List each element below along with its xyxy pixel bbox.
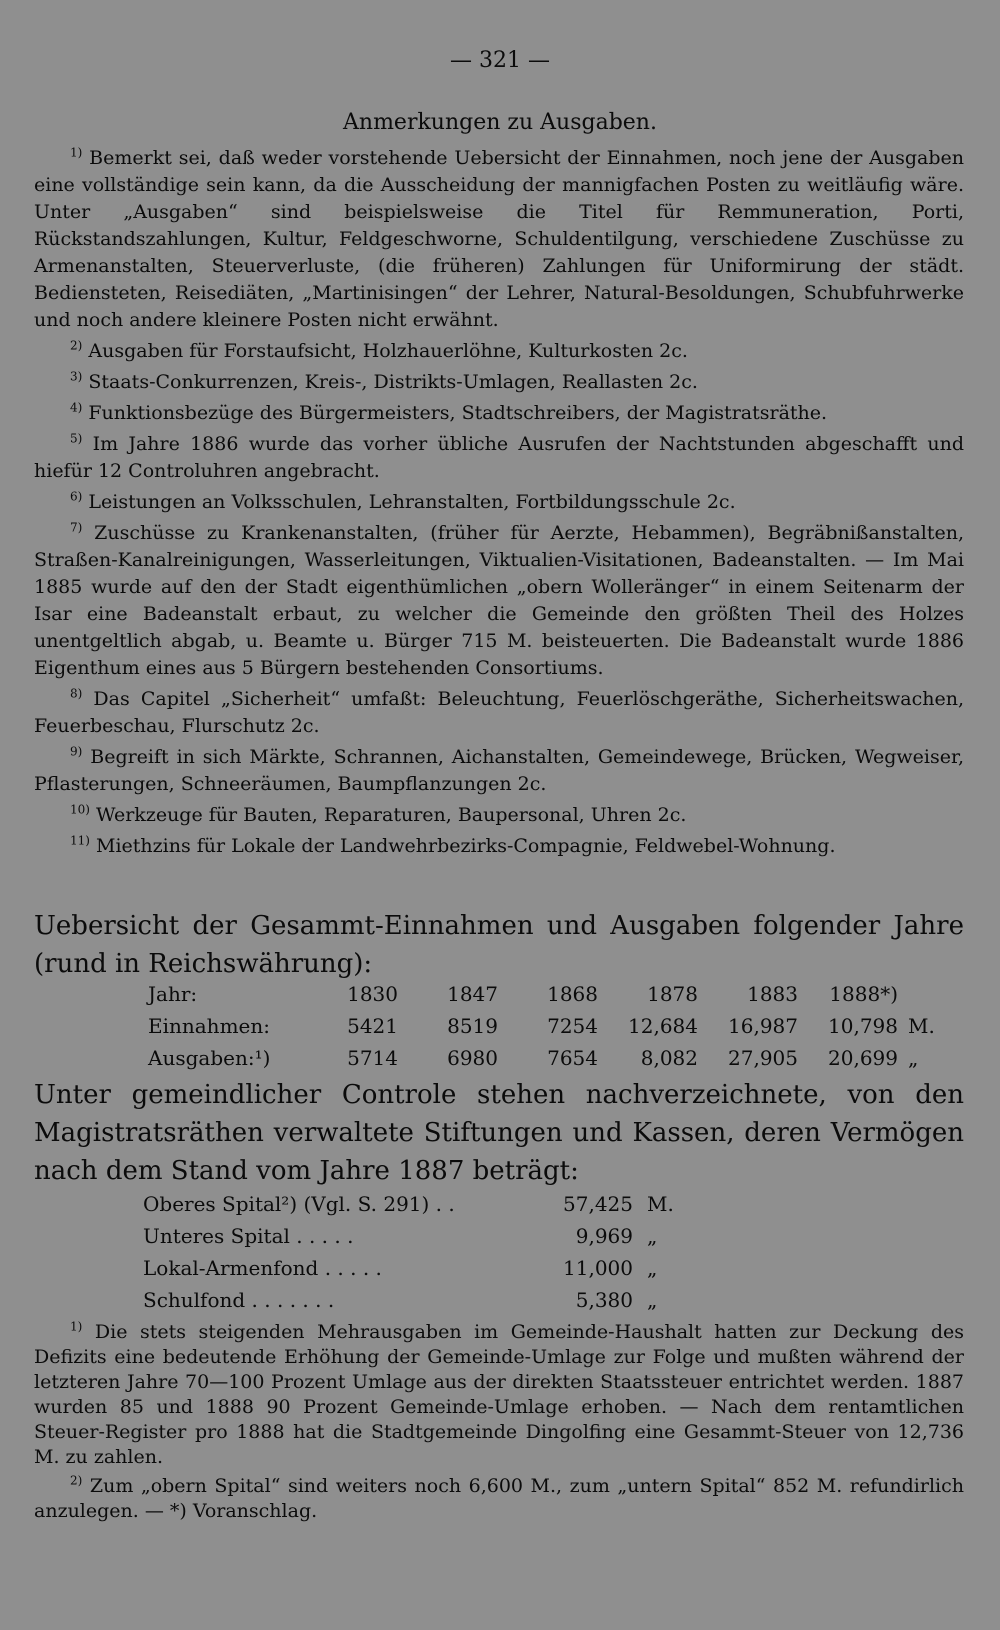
table-cell: 1888*) <box>829 982 898 1006</box>
note-text: Das Capitel „Sicherheit“ umfaßt: Beleuchtung, Feuerlöschgeräthe, Sicherheitswachen, Feuerbeschau, Flurschutz 2c. <box>34 688 964 737</box>
note-number: 7) <box>70 520 83 535</box>
table-row <box>148 1042 948 1074</box>
note-number: 9) <box>70 744 83 759</box>
table-cell: 1883 <box>747 982 798 1006</box>
note-number: 6) <box>70 489 83 504</box>
notes-list <box>34 145 964 864</box>
table-row <box>148 978 948 1010</box>
note-11 <box>34 833 964 860</box>
footnote-text: Die stets steigenden Mehrausgaben im Gemeinde-Haushalt hatten zur Deckung des Defizits eine bedeutende Erhöhung der Gemeinde-Umlage zur Folge und mußten während der letzteren Jahre 70—100 Prozent Umlage aus der direkten Staatssteuer entrichtet werden. 1887 wurden 85 und 1888 90 Prozent Gemeinde-Umlage erhoben. — Nach dem rentamtlichen Steuer-Register pro 1888 hat die Stadtgemeinde Dingolfing eine Gesammt-Steuer von 12,736 M. zu zahlen. <box>34 1321 964 1468</box>
table-cell: 1830 <box>347 982 398 1006</box>
row-label: Einnahmen: <box>148 1014 270 1038</box>
note-text: Funktionsbezüge des Bürgermeisters, Stadtschreibers, der Magistratsräthe. <box>88 402 828 424</box>
table-cell: 1878 <box>647 982 698 1006</box>
footnotes <box>34 1320 964 1528</box>
page-number: — 321 — <box>450 48 550 73</box>
note-number: 10) <box>70 802 90 817</box>
note-text: Staats-Conkurrenzen, Kreis-, Distrikts-Umlagen, Reallasten 2c. <box>88 371 698 393</box>
note-1 <box>34 145 964 334</box>
note-2 <box>34 338 964 365</box>
table-cell: 20,699 <box>828 1046 898 1070</box>
foundation-name: Lokal-Armenfond . . . . . <box>143 1256 382 1280</box>
unit-cell: M. <box>908 1014 935 1038</box>
note-text: Bemerkt sei, daß weder vorstehende Uebersicht der Einnahmen, noch jene der Ausgaben eine vollständige sein kann, da die Ausscheidung der mannigfachen Posten zu weitläufig wäre. Unter „Ausgaben“ sind beispielsweise die Titel für Remmuneration, Porti, Rückstandszahlungen, Kultur, Feldgeschworne, Schuldentilgung, verschiedene Zuschüsse zu Armenanstalten, Steuerverluste, (die früheren) Zahlungen für Uniformirung der städt. Bediensteten, Reisediäten, „Martinisingen“ der Lehrer, Natural-Besoldungen, Schubfuhrwerke und noch andere kleinere Posten nicht erwähnt. <box>34 147 964 331</box>
foundation-amount: 11,000 <box>563 1256 633 1280</box>
section-title: Anmerkungen zu Ausgaben. <box>343 110 657 135</box>
table-cell: 1868 <box>547 982 598 1006</box>
note-text: Leistungen an Volksschulen, Lehranstalten, Fortbildungsschule 2c. <box>88 491 736 513</box>
note-4 <box>34 400 964 427</box>
note-number: 1) <box>70 145 83 160</box>
row-label: Ausgaben:¹) <box>148 1046 271 1070</box>
foundations-heading: Unter gemeindlicher Controle stehen nachverzeichnete, von den Magistratsräthen verwaltete Stiftungen und Kassen, deren Vermögen nach dem Stand vom Jahre 1887 beträgt: <box>34 1080 964 1186</box>
footnote-number: 1) <box>70 1319 83 1334</box>
note-10 <box>34 802 964 829</box>
note-number: 8) <box>70 686 83 701</box>
note-text: Ausgaben für Forstaufsicht, Holzhauerlöhne, Kulturkosten 2c. <box>88 340 688 362</box>
foundation-unit: M. <box>647 1192 674 1216</box>
table-cell: 8519 <box>447 1014 498 1038</box>
table-row <box>148 1010 948 1042</box>
note-text: Miethzins für Lokale der Landwehrbezirks-Compagnie, Feldwebel-Wohnung. <box>96 835 836 857</box>
note-number: 5) <box>70 431 83 446</box>
note-3 <box>34 369 964 396</box>
row-label: Jahr: <box>148 982 198 1006</box>
unit-cell: „ <box>908 1046 919 1070</box>
table-cell: 12,684 <box>628 1014 698 1038</box>
note-text: Im Jahre 1886 wurde das vorher übliche Ausrufen der Nachtstunden abgeschafft und hiefür 12 Controluhren angebracht. <box>34 433 964 482</box>
unit-cell <box>898 978 948 1010</box>
footnote-2 <box>34 1474 964 1524</box>
note-5 <box>34 431 964 485</box>
note-9 <box>34 744 964 798</box>
foundations-table <box>143 1188 687 1316</box>
foundation-name: Unteres Spital . . . . . <box>143 1224 354 1248</box>
overview-heading: Uebersicht der Gesammt-Einnahmen und Ausgaben folgender Jahre (rund in Reichswährung): <box>34 911 964 979</box>
note-number: 11) <box>70 833 90 848</box>
footnote-number: 2) <box>70 1473 83 1488</box>
foundation-amount: 9,969 <box>575 1224 633 1248</box>
foundation-unit: „ <box>647 1256 658 1280</box>
table-row <box>143 1284 687 1316</box>
table-cell: 8,082 <box>640 1046 698 1070</box>
note-text: Zuschüsse zu Krankenanstalten, (früher für Aerzte, Hebammen), Begräbnißanstalten, Straßen-Kanalreinigungen, Wasserleitungen, Viktualien-Visitationen, Badeanstalten. — Im Mai 1885 wurde auf den der Stadt eigenthümlichen „obern Wolleränger“ in einem Seitenarm der Isar eine Badeanstalt erbaut, zu welcher die Gemeinde den größten Theil des Holzes unentgeltlich abgab, u. Beamte u. Bürger 715 M. beisteuerten. Die Badeanstalt wurde 1886 Eigenthum eines aus 5 Bürgern bestehenden Consortiums. <box>34 522 964 679</box>
note-number: 2) <box>70 338 83 353</box>
table-cell: 6980 <box>447 1046 498 1070</box>
table-cell: 5421 <box>347 1014 398 1038</box>
table-cell: 1847 <box>447 982 498 1006</box>
foundation-amount: 57,425 <box>563 1192 633 1216</box>
table-cell: 7654 <box>547 1046 598 1070</box>
foundation-unit: „ <box>647 1224 658 1248</box>
table-row <box>143 1252 687 1284</box>
foundation-name: Oberes Spital²) (Vgl. S. 291) . . <box>143 1192 455 1216</box>
table-cell: 27,905 <box>728 1046 798 1070</box>
table-row <box>143 1188 687 1220</box>
note-text: Werkzeuge für Bauten, Reparaturen, Baupersonal, Uhren 2c. <box>96 804 687 826</box>
table-cell: 7254 <box>547 1014 598 1038</box>
footnote-text: Zum „obern Spital“ sind weiters noch 6,600 M., zum „untern Spital“ 852 M. refundirlich anzulegen. — *) Voranschlag. <box>34 1475 964 1522</box>
foundation-name: Schulfond . . . . . . . <box>143 1288 335 1312</box>
table-cell: 10,798 <box>828 1014 898 1038</box>
note-8 <box>34 686 964 740</box>
table-cell: 16,987 <box>728 1014 798 1038</box>
note-6 <box>34 489 964 516</box>
note-number: 4) <box>70 400 83 415</box>
overview-table <box>148 978 948 1074</box>
note-7 <box>34 520 964 682</box>
note-number: 3) <box>70 369 83 384</box>
note-text: Begreift in sich Märkte, Schrannen, Aichanstalten, Gemeindewege, Brücken, Wegweiser, Pflasterungen, Schneeräumen, Baumpflanzungen 2c. <box>34 746 964 795</box>
footnote-1 <box>34 1320 964 1470</box>
table-cell: 5714 <box>347 1046 398 1070</box>
foundation-amount: 5,380 <box>575 1288 633 1312</box>
foundation-unit: „ <box>647 1288 658 1312</box>
table-row <box>143 1220 687 1252</box>
